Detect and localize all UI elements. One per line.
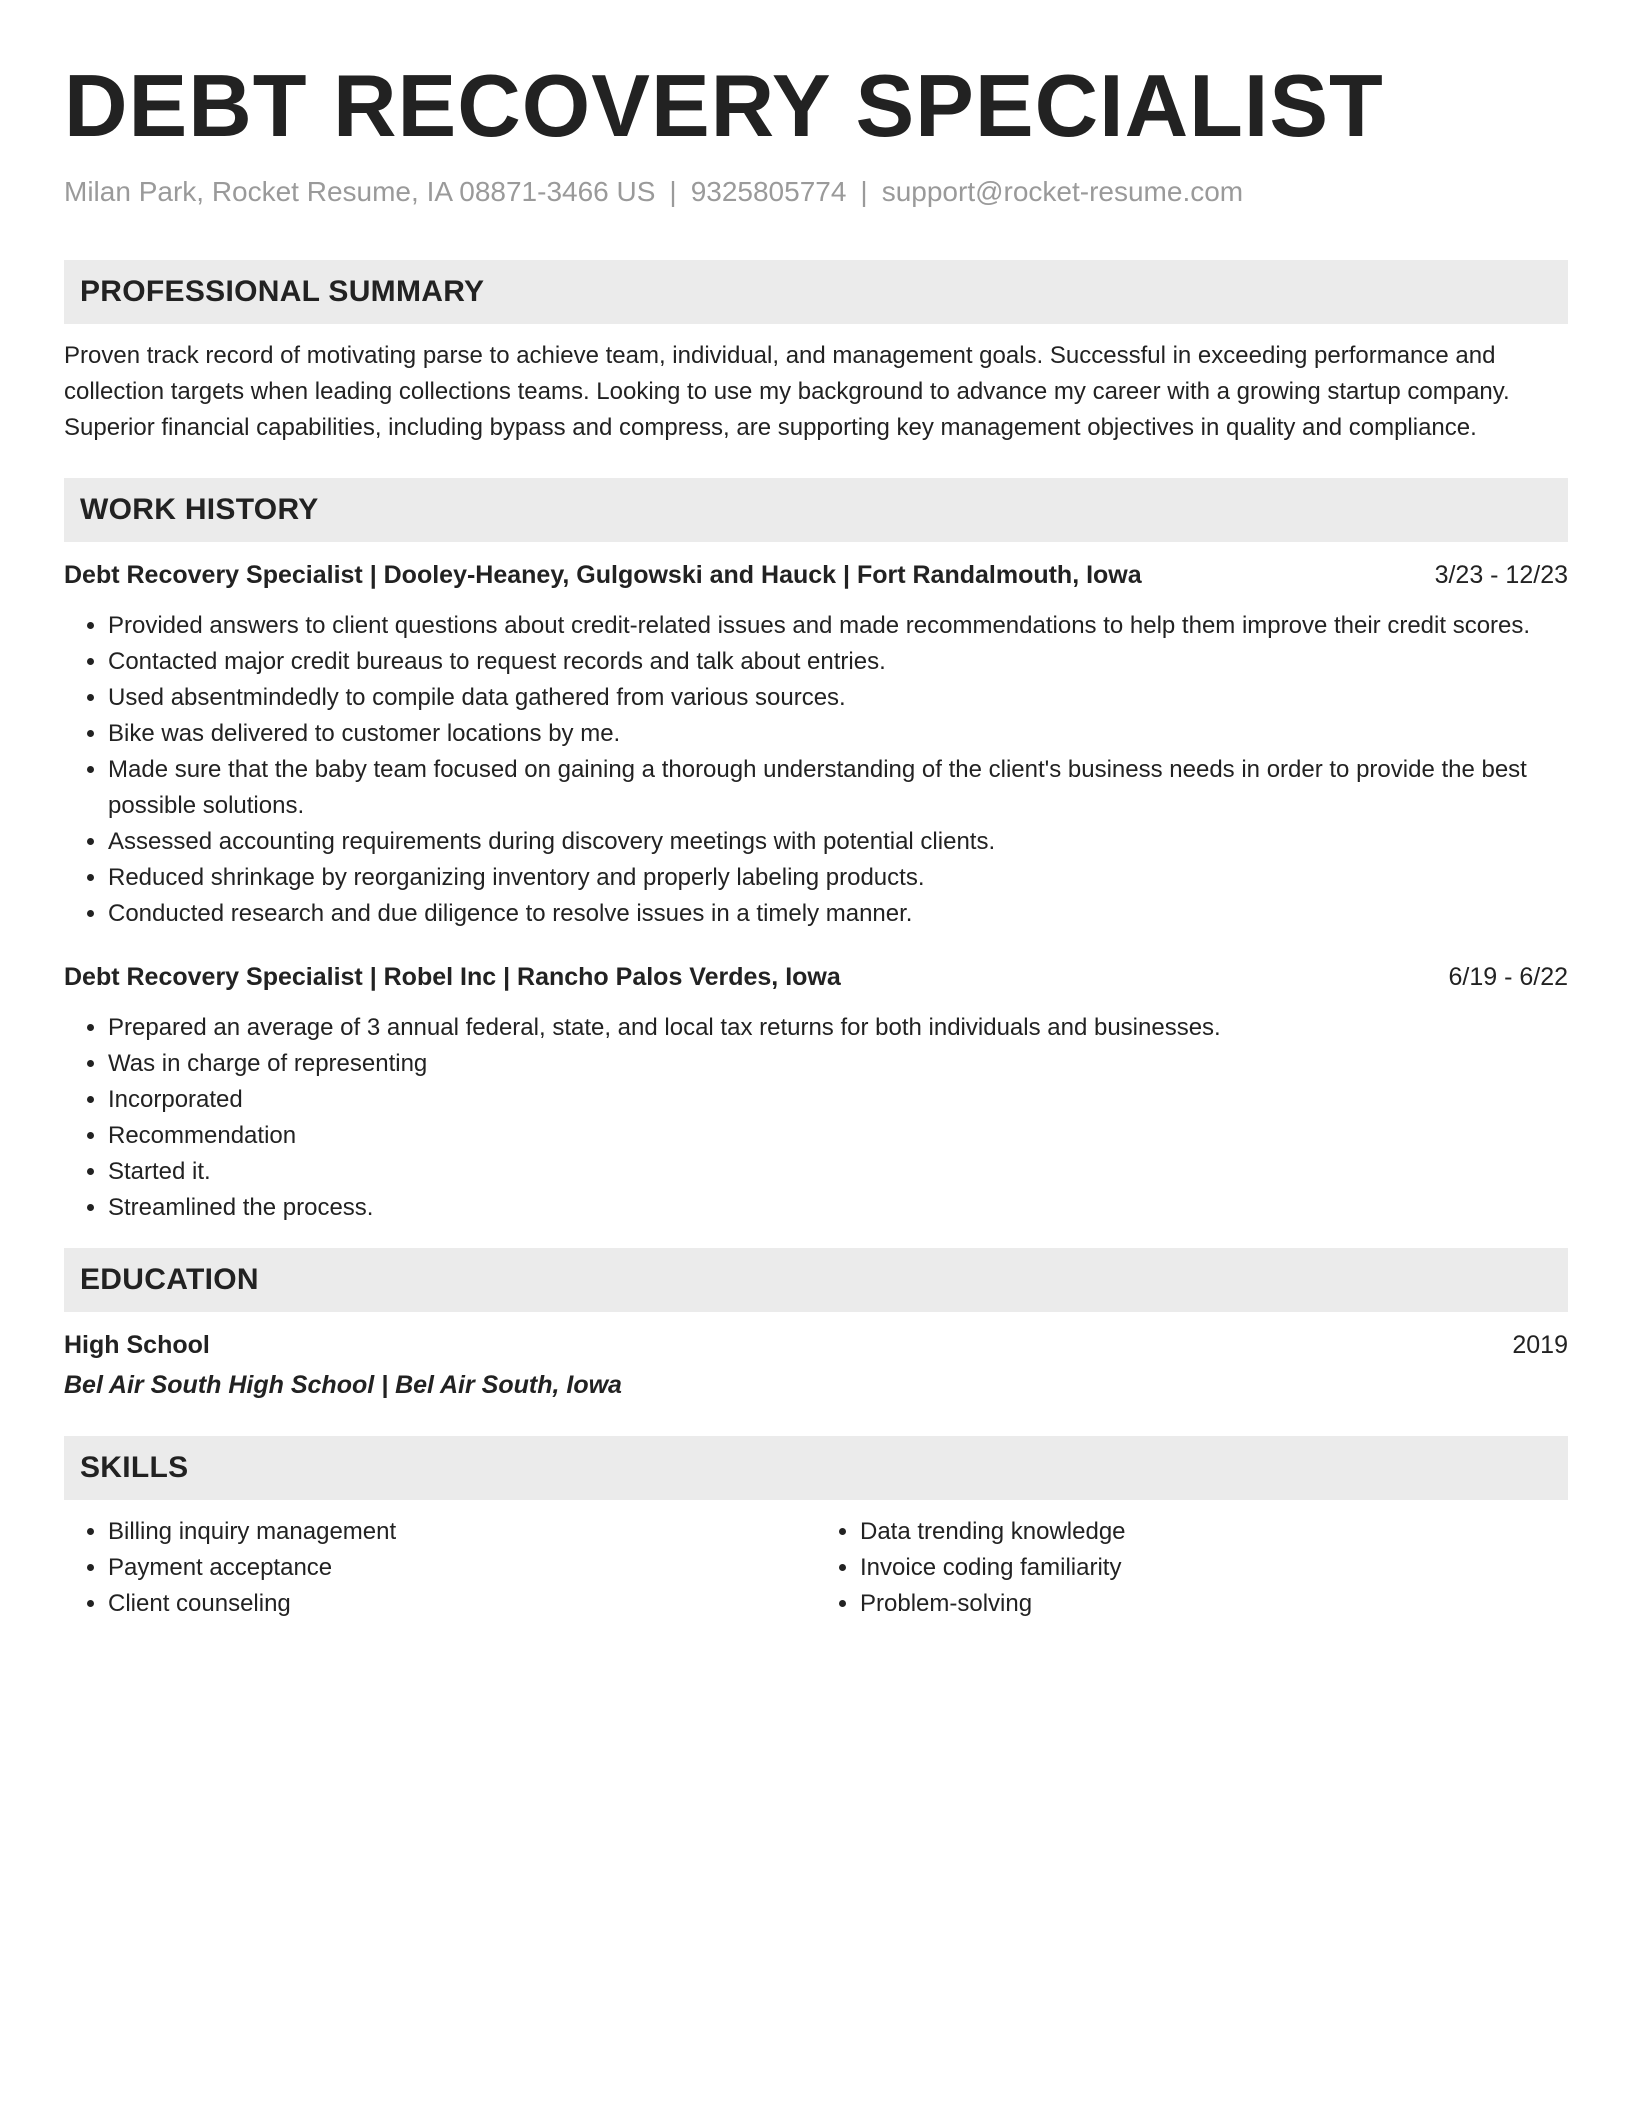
skill-item: • Billing inquiry management: [108, 1514, 816, 1550]
contact-separator: |: [860, 176, 868, 207]
education-degree: High School: [64, 1331, 210, 1359]
contact-line: [64, 174, 1568, 210]
skill-item: • Problem-solving: [860, 1586, 1568, 1622]
section-heading-summary: PROFESSIONAL SUMMARY: [64, 260, 1568, 324]
job-bullet: • Assessed accounting requirements during discovery meetings with potential clients.: [108, 824, 1568, 860]
education-school: Bel Air South High School | Bel Air South, Iowa: [64, 1371, 622, 1399]
job-header: [64, 558, 1568, 592]
section-heading-work-history: WORK HISTORY: [64, 478, 1568, 542]
resume-name-title: DEBT RECOVERY SPECIALIST: [64, 56, 1384, 155]
skills-list-left: [64, 1514, 816, 1622]
job-bullet: • Streamlined the process.: [108, 1190, 1568, 1226]
skill-item: • Payment acceptance: [108, 1550, 816, 1586]
section-heading-skills: SKILLS: [64, 1436, 1568, 1500]
contact-phone: 9325805774: [690, 176, 847, 207]
job-title: Debt Recovery Specialist | Dooley-Heaney, Gulgowski and Hauck | Fort Randalmouth, Iowa: [64, 561, 1142, 589]
contact-address: Milan Park, Rocket Resume, IA 08871-3466 US: [64, 176, 656, 207]
job-bullet: • Started it.: [108, 1154, 1568, 1190]
skill-item: • Data trending knowledge: [860, 1514, 1568, 1550]
job-bullet: • Reduced shrinkage by reorganizing inventory and properly labeling products.: [108, 860, 1568, 896]
job-header: [64, 960, 1568, 994]
job-dates: 6/19 - 6/22: [1448, 963, 1568, 991]
education-header: [64, 1328, 1568, 1362]
summary-text: Proven track record of motivating parse to achieve team, individual, and management goals. Successful in exceeding performance and collection targets when leading collections teams. Looking to use my background to advance my career with a growing startup company. Superior financial capabilities, including bypass and compress, are supporting key management objectives in quality and compliance.: [64, 342, 1510, 441]
job-bullet: • Provided answers to client questions about credit-related issues and made recommendations to help them improve their credit scores.: [108, 608, 1568, 644]
skill-item: • Invoice coding familiarity: [860, 1550, 1568, 1586]
job-bullet: • Used absentmindedly to compile data gathered from various sources.: [108, 680, 1568, 716]
job-bullet: • Prepared an average of 3 annual federal, state, and local tax returns for both individuals and businesses.: [108, 1010, 1568, 1046]
skill-item: • Client counseling: [108, 1586, 816, 1622]
contact-separator: |: [669, 176, 677, 207]
job-bullet-list: [64, 608, 1568, 932]
job-title: Debt Recovery Specialist | Robel Inc | Rancho Palos Verdes, Iowa: [64, 963, 841, 991]
job-bullet: • Incorporated: [108, 1082, 1568, 1118]
job-bullet: • Made sure that the baby team focused on gaining a thorough understanding of the client's business needs in order to provide the best possible solutions.: [108, 752, 1568, 824]
job-bullet: • Conducted research and due diligence to resolve issues in a timely manner.: [108, 896, 1568, 932]
job-bullet: • Recommendation: [108, 1118, 1568, 1154]
job-bullet-list: [64, 1010, 1568, 1226]
education-year: 2019: [1512, 1331, 1568, 1359]
job-dates: 3/23 - 12/23: [1434, 561, 1568, 589]
contact-email: support@rocket-resume.com: [881, 176, 1244, 207]
job-bullet: • Bike was delivered to customer locations by me.: [108, 716, 1568, 752]
section-heading-education: EDUCATION: [64, 1248, 1568, 1312]
skills-grid: [64, 1500, 1568, 1622]
job-bullet: • Was in charge of representing: [108, 1046, 1568, 1082]
skills-list-right: [816, 1514, 1568, 1622]
job-bullet: • Contacted major credit bureaus to request records and talk about entries.: [108, 644, 1568, 680]
